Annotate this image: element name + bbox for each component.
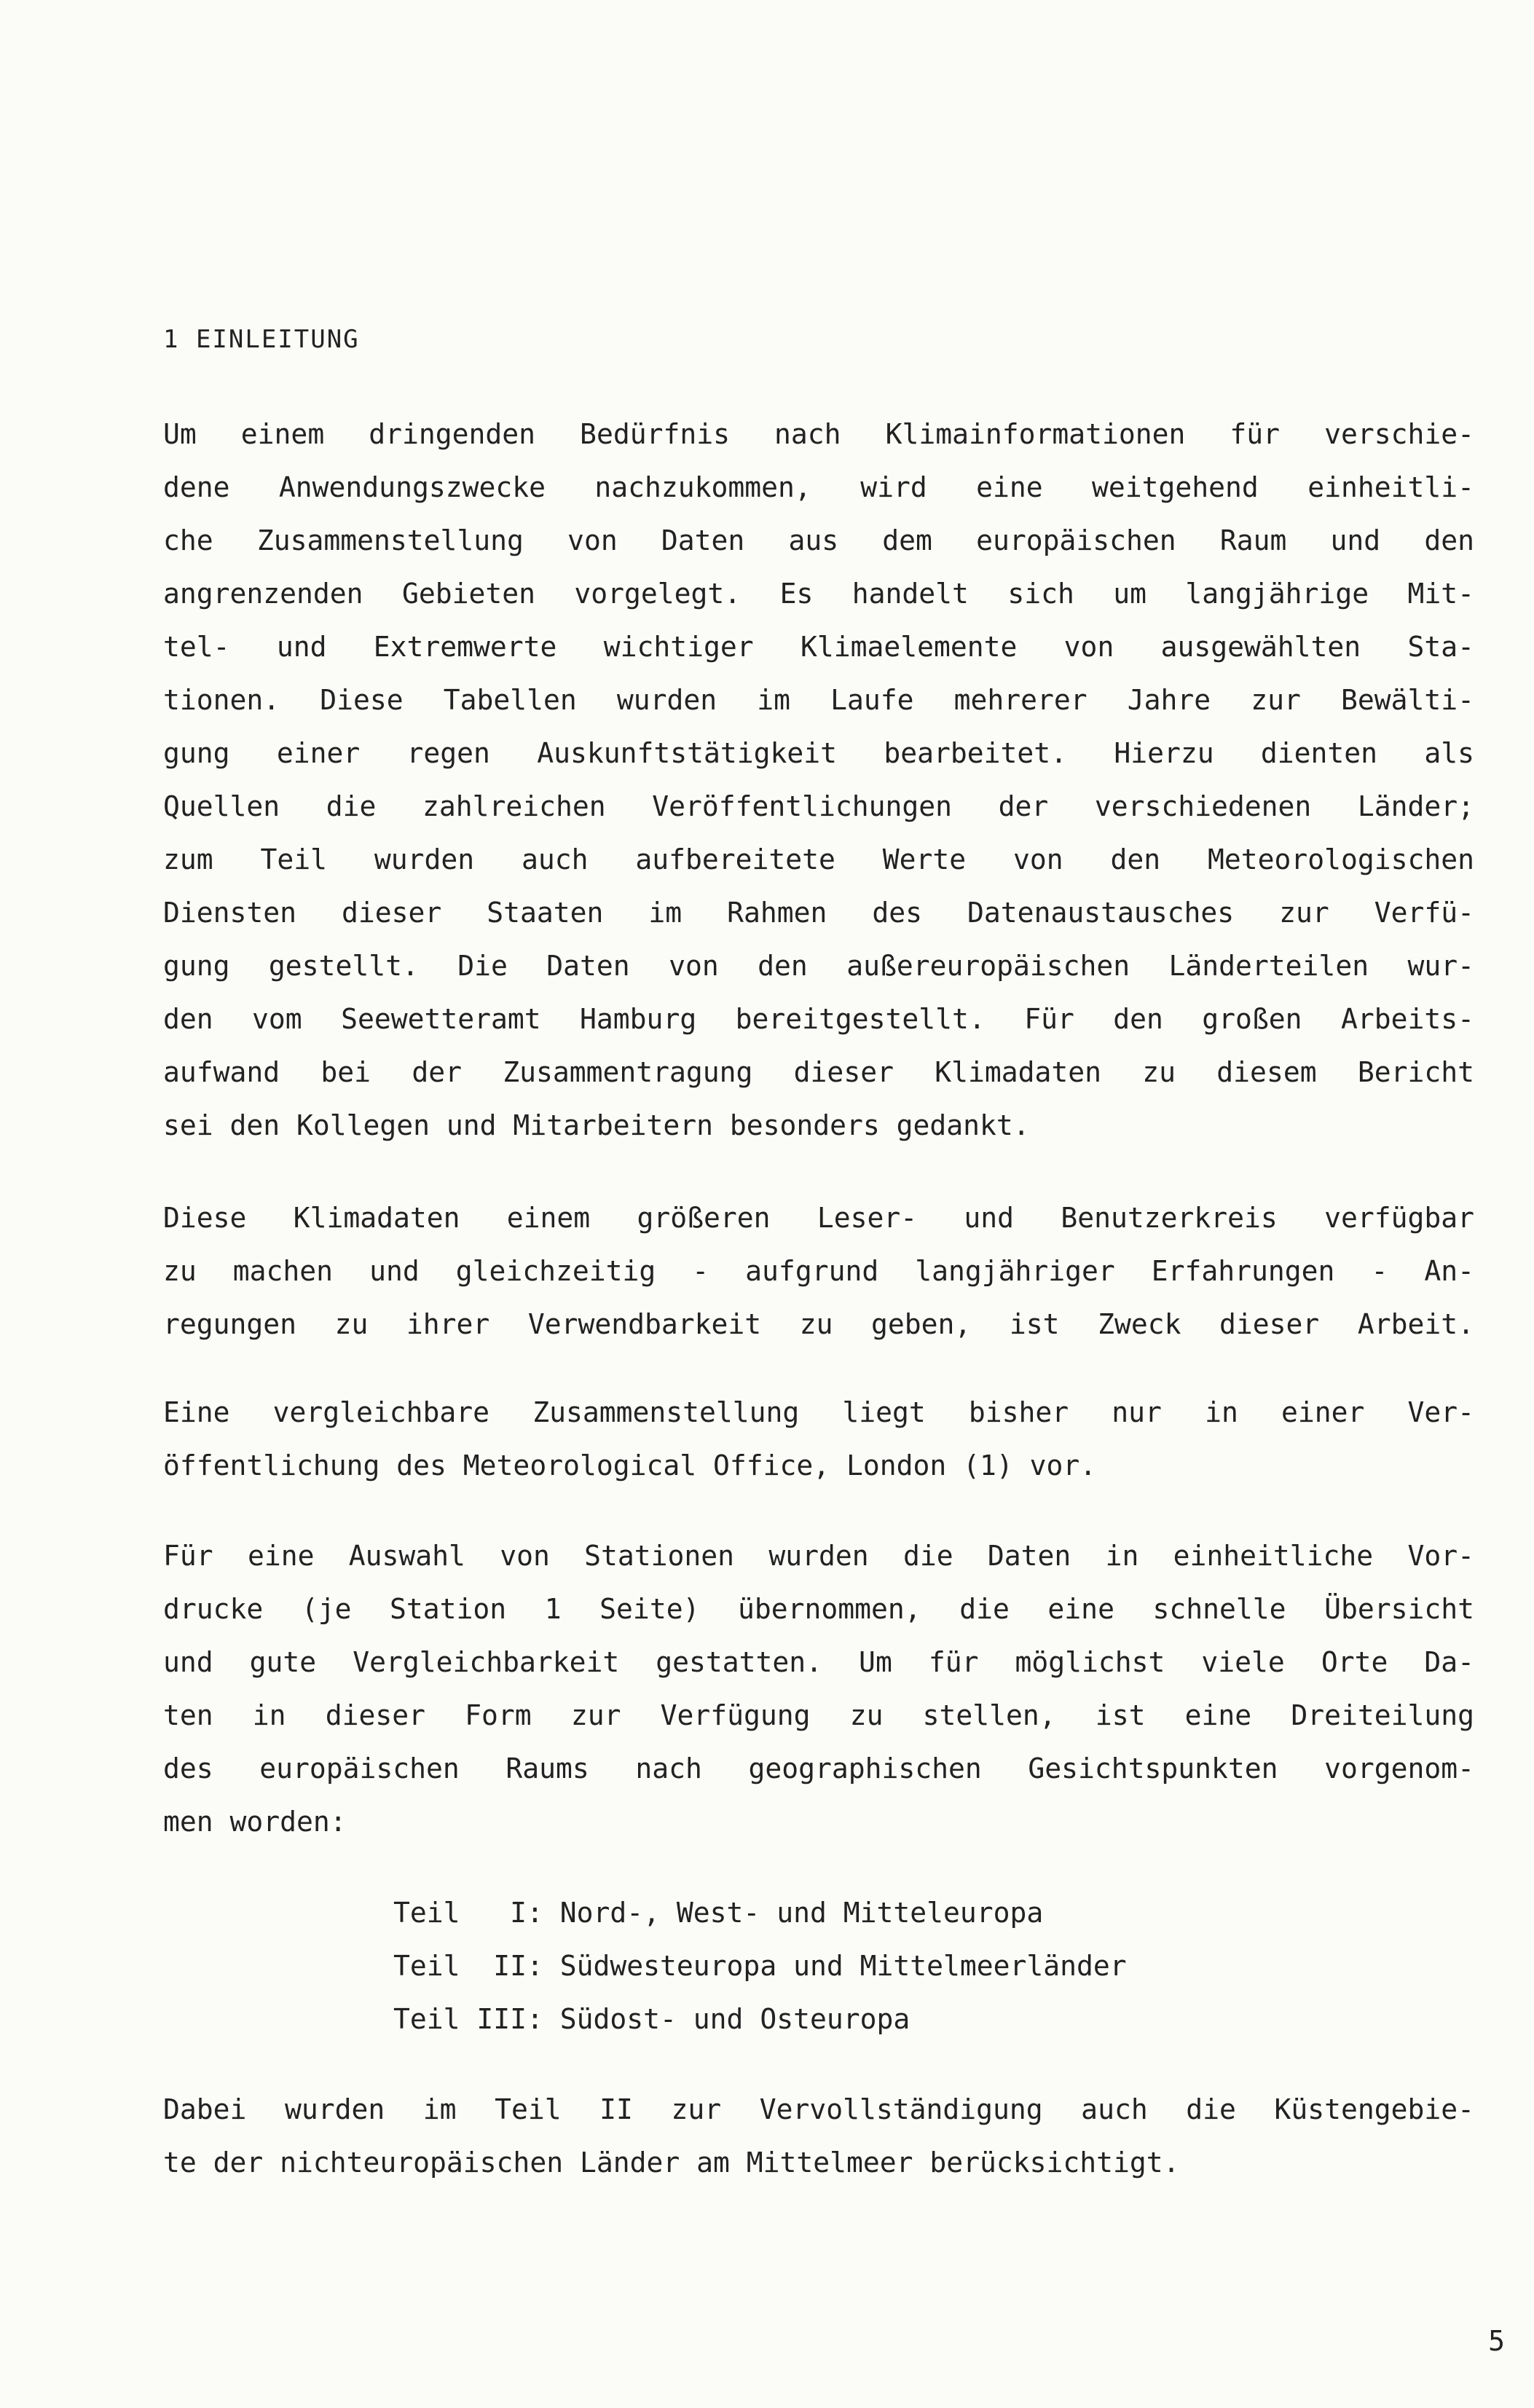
- paragraph-closing: [163, 2083, 1474, 2189]
- text-line: des europäischen Raums nach geographischen Gesichtspunkten vorgenom-: [163, 1752, 1474, 1785]
- paragraph-selection: [163, 1530, 1474, 1849]
- text-line: Dabei wurden im Teil II zur Vervollständigung auch die Küstengebie-: [163, 2093, 1474, 2125]
- list-item: Teil I: Nord-, West- und Mitteleuropa: [393, 1897, 1044, 1929]
- text-line: Diensten dieser Staaten im Rahmen des Datenaustausches zur Verfü-: [163, 897, 1474, 929]
- text-line: tionen. Diese Tabellen wurden im Laufe mehrerer Jahre zur Bewälti-: [163, 684, 1474, 716]
- text-line: Eine vergleichbare Zusammenstellung liegt bisher nur in einer Ver-: [163, 1396, 1474, 1428]
- text-line: Für eine Auswahl von Stationen wurden die Daten in einheitliche Vor-: [163, 1540, 1474, 1572]
- text-line: men worden:: [163, 1806, 347, 1838]
- section-heading: 1 EINLEITUNG: [163, 325, 360, 354]
- page-number: 5: [1488, 2325, 1505, 2357]
- text-line: dene Anwendungszwecke nachzukommen, wird eine weitgehend einheitli-: [163, 471, 1474, 503]
- text-line: te der nichteuropäischen Länder am Mittelmeer berücksichtigt.: [163, 2147, 1180, 2179]
- text-line: che Zusammenstellung von Daten aus dem europäischen Raum und den: [163, 524, 1474, 556]
- text-line: regungen zu ihrer Verwendbarkeit zu geben, ist Zweck dieser Arbeit.: [163, 1308, 1474, 1340]
- text-line: ten in dieser Form zur Verfügung zu stellen, ist eine Dreiteilung: [163, 1699, 1474, 1731]
- paragraph-purpose: [163, 1192, 1474, 1351]
- paragraph-comparison: [163, 1386, 1474, 1492]
- text-line: Quellen die zahlreichen Veröffentlichungen der verschiedenen Länder;: [163, 790, 1474, 822]
- text-line: aufwand bei der Zusammentragung dieser Klimadaten zu diesem Bericht: [163, 1056, 1474, 1088]
- text-line: drucke (je Station 1 Seite) übernommen, die eine schnelle Übersicht: [163, 1593, 1474, 1625]
- text-line: öffentlichung des Meteorological Office, London (1) vor.: [163, 1449, 1097, 1482]
- text-line: tel- und Extremwerte wichtiger Klimaelemente von ausgewählten Sta-: [163, 631, 1474, 663]
- text-line: Um einem dringenden Bedürfnis nach Klimainformationen für verschie-: [163, 418, 1474, 450]
- list-item: Teil III: Südost- und Osteuropa: [393, 2003, 910, 2035]
- paragraph-intro: [163, 408, 1474, 1152]
- text-line: gung gestellt. Die Daten von den außereuropäischen Länderteilen wur-: [163, 950, 1474, 982]
- text-line: Diese Klimadaten einem größeren Leser- und Benutzerkreis verfügbar: [163, 1202, 1474, 1234]
- text-line: und gute Vergleichbarkeit gestatten. Um für möglichst viele Orte Da-: [163, 1646, 1474, 1678]
- text-line: angrenzenden Gebieten vorgelegt. Es handelt sich um langjährige Mit-: [163, 578, 1474, 610]
- text-line: gung einer regen Auskunftstätigkeit bearbeitet. Hierzu dienten als: [163, 737, 1474, 769]
- list-item: Teil II: Südwesteuropa und Mittelmeerländer: [393, 1950, 1127, 1982]
- text-line: den vom Seewetteramt Hamburg bereitgestellt. Für den großen Arbeits-: [163, 1003, 1474, 1035]
- text-line: zu machen und gleichzeitig - aufgrund langjähriger Erfahrungen - An-: [163, 1255, 1474, 1287]
- text-line: sei den Kollegen und Mitarbeitern besonders gedankt.: [163, 1109, 1030, 1141]
- parts-list: [393, 1886, 1127, 2046]
- text-line: zum Teil wurden auch aufbereitete Werte von den Meteorologischen: [163, 843, 1474, 876]
